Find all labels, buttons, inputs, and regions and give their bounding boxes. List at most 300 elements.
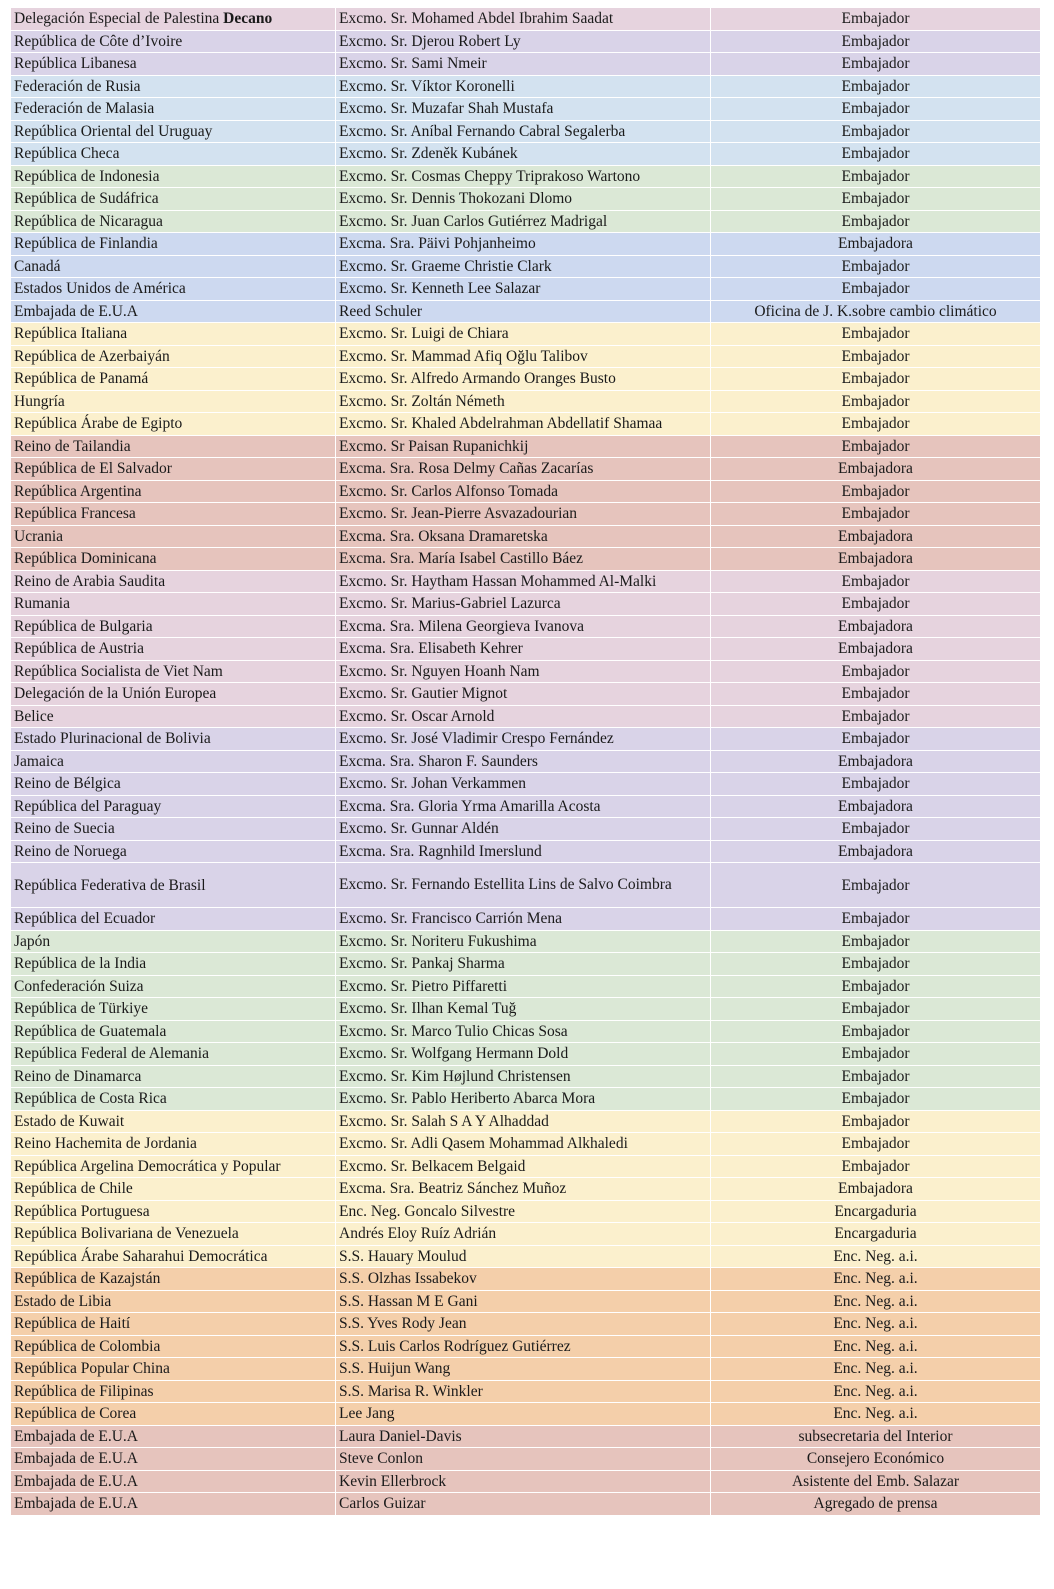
entity-text: Hungría xyxy=(14,392,65,410)
entity-text: República de la India xyxy=(14,955,147,973)
representative-name: Excmo. Sr. Luigi de Chiara xyxy=(336,323,711,346)
entity-text: República Francesa xyxy=(14,505,136,523)
entity-cell xyxy=(11,1493,336,1516)
entity-text: República Dominicana xyxy=(14,550,157,568)
table-row xyxy=(11,278,1041,301)
entity-cell xyxy=(11,1043,336,1066)
entity-cell xyxy=(11,728,336,751)
entity-text: Estados Unidos de América xyxy=(14,280,186,298)
entity-text: República de Filipinas xyxy=(14,1382,154,1400)
representative-name: Excma. Sra. Elisabeth Kehrer xyxy=(336,638,711,661)
representative-role: Embajadora xyxy=(711,233,1041,256)
table-row xyxy=(11,1133,1041,1156)
entity-text: República Libanesa xyxy=(14,55,137,73)
representative-name: Excmo. Sr. Marco Tulio Chicas Sosa xyxy=(336,1020,711,1043)
entity-cell xyxy=(11,1020,336,1043)
entity-text: República de Panamá xyxy=(14,370,149,388)
entity-cell xyxy=(11,368,336,391)
representative-role: subsecretaria del Interior xyxy=(711,1425,1041,1448)
entity-text: República del Paraguay xyxy=(14,797,162,815)
representative-role: Enc. Neg. a.i. xyxy=(711,1403,1041,1426)
representative-name: Excmo. Sr. Fernando Estellita Lins de Salvo Coimbra xyxy=(336,863,711,908)
entity-text: Delegación de la Unión Europea xyxy=(14,685,217,703)
entity-cell xyxy=(11,255,336,278)
entity-cell xyxy=(11,1403,336,1426)
representative-role: Embajador xyxy=(711,323,1041,346)
representative-name: Excma. Sra. María Isabel Castillo Báez xyxy=(336,548,711,571)
representative-name: Excmo. Sr. Djerou Robert Ly xyxy=(336,30,711,53)
entity-cell xyxy=(11,615,336,638)
table-row xyxy=(11,413,1041,436)
representative-role: Embajador xyxy=(711,1043,1041,1066)
representative-role: Embajador xyxy=(711,1110,1041,1133)
representative-role: Agregado de prensa xyxy=(711,1493,1041,1516)
representative-role: Embajadora xyxy=(711,548,1041,571)
representative-role: Encargaduria xyxy=(711,1200,1041,1223)
entity-cell xyxy=(11,593,336,616)
representative-role: Asistente del Emb. Salazar xyxy=(711,1470,1041,1493)
representative-role: Embajador xyxy=(711,435,1041,458)
table-row xyxy=(11,188,1041,211)
table-row xyxy=(11,503,1041,526)
representative-name: Excmo. Sr. Mohamed Abdel Ibrahim Saadat xyxy=(336,8,711,31)
dean-label: Decano xyxy=(223,10,273,28)
entity-text: República de Côte d’Ivoire xyxy=(14,32,183,50)
entity-text: República de Guatemala xyxy=(14,1022,167,1040)
entity-text: República Oriental del Uruguay xyxy=(14,122,213,140)
table-row xyxy=(11,1065,1041,1088)
entity-cell xyxy=(11,98,336,121)
diplomatic-table xyxy=(10,7,1041,1516)
representative-role: Embajador xyxy=(711,188,1041,211)
entity-cell xyxy=(11,1088,336,1111)
entity-text: Reino Hachemita de Jordania xyxy=(14,1135,197,1153)
representative-name: Excma. Sra. Sharon F. Saunders xyxy=(336,750,711,773)
representative-role: Enc. Neg. a.i. xyxy=(711,1268,1041,1291)
entity-cell xyxy=(11,53,336,76)
representative-name: Excma. Sra. Päivi Pohjanheimo xyxy=(336,233,711,256)
entity-text: República de Corea xyxy=(14,1405,137,1423)
table-row xyxy=(11,458,1041,481)
representative-name: Excmo. Sr. Graeme Christie Clark xyxy=(336,255,711,278)
representative-role: Enc. Neg. a.i. xyxy=(711,1358,1041,1381)
table-row xyxy=(11,1110,1041,1133)
table-row xyxy=(11,660,1041,683)
entity-cell xyxy=(11,773,336,796)
table-row xyxy=(11,615,1041,638)
entity-text: Federación de Rusia xyxy=(14,77,141,95)
representative-role: Embajador xyxy=(711,120,1041,143)
representative-role: Embajador xyxy=(711,390,1041,413)
entity-text: República Portuguesa xyxy=(14,1202,150,1220)
entity-cell xyxy=(11,1155,336,1178)
representative-name: Carlos Guizar xyxy=(336,1493,711,1516)
table-row xyxy=(11,255,1041,278)
representative-name: Excmo. Sr. Jean-Pierre Asvazadourian xyxy=(336,503,711,526)
table-row xyxy=(11,1380,1041,1403)
entity-cell xyxy=(11,1380,336,1403)
table-row xyxy=(11,435,1041,458)
representative-name: Excmo. Sr. Adli Qasem Mohammad Alkhaledi xyxy=(336,1133,711,1156)
entity-text: Canadá xyxy=(14,257,61,275)
representative-name: Excmo. Sr. Khaled Abdelrahman Abdellatif Shamaa xyxy=(336,413,711,436)
entity-cell xyxy=(11,998,336,1021)
table-row xyxy=(11,1425,1041,1448)
entity-text: Embajada de E.U.A xyxy=(14,302,138,320)
representative-role: Embajador xyxy=(711,413,1041,436)
table-row xyxy=(11,1470,1041,1493)
representative-role: Embajador xyxy=(711,863,1041,908)
entity-text: República de Indonesia xyxy=(14,167,160,185)
entity-text: Delegación Especial de Palestina xyxy=(14,10,220,28)
representative-role: Embajadora xyxy=(711,615,1041,638)
table-body xyxy=(11,8,1041,1516)
representative-role: Embajador xyxy=(711,345,1041,368)
entity-cell xyxy=(11,548,336,571)
table-row xyxy=(11,998,1041,1021)
representative-role: Embajador xyxy=(711,503,1041,526)
entity-cell xyxy=(11,458,336,481)
table-row xyxy=(11,8,1041,31)
representative-name: Excmo. Sr Paisan Rupanichkij xyxy=(336,435,711,458)
representative-name: Excmo. Sr. Kenneth Lee Salazar xyxy=(336,278,711,301)
representative-role: Embajador xyxy=(711,53,1041,76)
entity-text: República de Haití xyxy=(14,1315,131,1333)
representative-name: Excmo. Sr. José Vladimir Crespo Fernández xyxy=(336,728,711,751)
entity-text: Federación de Malasia xyxy=(14,100,155,118)
table-row xyxy=(11,1088,1041,1111)
representative-name: Excmo. Sr. Salah S A Y Alhaddad xyxy=(336,1110,711,1133)
representative-name: S.S. Huijun Wang xyxy=(336,1358,711,1381)
entity-text: Reino de Tailandia xyxy=(14,437,131,455)
entity-cell xyxy=(11,1313,336,1336)
entity-text: República Checa xyxy=(14,145,120,163)
table-row xyxy=(11,1403,1041,1426)
entity-cell xyxy=(11,660,336,683)
entity-cell xyxy=(11,1133,336,1156)
representative-role: Embajador xyxy=(711,570,1041,593)
entity-cell xyxy=(11,953,336,976)
table-row xyxy=(11,1358,1041,1381)
entity-cell xyxy=(11,1200,336,1223)
table-row xyxy=(11,593,1041,616)
representative-name: Excmo. Sr. Johan Verkammen xyxy=(336,773,711,796)
representative-role: Embajador xyxy=(711,1133,1041,1156)
entity-text: República de Colombia xyxy=(14,1337,161,1355)
entity-cell xyxy=(11,480,336,503)
table-row xyxy=(11,210,1041,233)
representative-name: S.S. Luis Carlos Rodríguez Gutiérrez xyxy=(336,1335,711,1358)
table-row xyxy=(11,75,1041,98)
representative-role: Embajador xyxy=(711,480,1041,503)
table-row xyxy=(11,480,1041,503)
table-row xyxy=(11,750,1041,773)
table-row xyxy=(11,773,1041,796)
entity-text: República Federal de Alemania xyxy=(14,1045,209,1063)
representative-role: Embajador xyxy=(711,1155,1041,1178)
entity-cell xyxy=(11,930,336,953)
representative-name: Excma. Sra. Oksana Dramaretska xyxy=(336,525,711,548)
entity-cell xyxy=(11,1223,336,1246)
entity-cell xyxy=(11,863,336,908)
table-row xyxy=(11,233,1041,256)
representative-role: Embajador xyxy=(711,8,1041,31)
entity-cell xyxy=(11,818,336,841)
entity-cell xyxy=(11,840,336,863)
entity-text: Estado de Libia xyxy=(14,1292,112,1310)
representative-name: Excmo. Sr. Oscar Arnold xyxy=(336,705,711,728)
table-row xyxy=(11,863,1041,908)
entity-text: Embajada de E.U.A xyxy=(14,1427,138,1445)
table-row xyxy=(11,683,1041,706)
representative-name: Reed Schuler xyxy=(336,300,711,323)
representative-role: Enc. Neg. a.i. xyxy=(711,1290,1041,1313)
representative-role: Embajador xyxy=(711,998,1041,1021)
entity-text: Japón xyxy=(14,932,51,950)
entity-text: República Bolivariana de Venezuela xyxy=(14,1225,239,1243)
representative-role: Embajadora xyxy=(711,458,1041,481)
entity-text: República de Finlandia xyxy=(14,235,158,253)
entity-text: República Socialista de Viet Nam xyxy=(14,662,223,680)
representative-role: Embajador xyxy=(711,98,1041,121)
representative-role: Embajador xyxy=(711,1065,1041,1088)
representative-role: Embajadora xyxy=(711,795,1041,818)
representative-name: Excma. Sra. Milena Georgieva Ivanova xyxy=(336,615,711,638)
entity-cell xyxy=(11,1245,336,1268)
representative-role: Embajador xyxy=(711,660,1041,683)
representative-name: Excmo. Sr. Wolfgang Hermann Dold xyxy=(336,1043,711,1066)
entity-cell xyxy=(11,300,336,323)
entity-text: Jamaica xyxy=(14,752,64,770)
entity-text: República de Azerbaiyán xyxy=(14,347,170,365)
entity-cell xyxy=(11,435,336,458)
table-row xyxy=(11,98,1041,121)
entity-text: República del Ecuador xyxy=(14,910,156,928)
representative-role: Embajador xyxy=(711,683,1041,706)
representative-name: Excmo. Sr. Kim Højlund Christensen xyxy=(336,1065,711,1088)
entity-text: República Argentina xyxy=(14,482,142,500)
entity-cell xyxy=(11,570,336,593)
table-row xyxy=(11,1155,1041,1178)
table-row xyxy=(11,1268,1041,1291)
representative-role: Embajador xyxy=(711,143,1041,166)
representative-role: Embajadora xyxy=(711,638,1041,661)
entity-cell xyxy=(11,345,336,368)
entity-cell xyxy=(11,638,336,661)
entity-cell xyxy=(11,503,336,526)
representative-name: Laura Daniel-Davis xyxy=(336,1425,711,1448)
entity-text: República Árabe Saharahui Democrática xyxy=(14,1247,268,1265)
entity-cell xyxy=(11,233,336,256)
table-row xyxy=(11,390,1041,413)
entity-cell xyxy=(11,705,336,728)
entity-cell xyxy=(11,1470,336,1493)
table-row xyxy=(11,143,1041,166)
representative-name: S.S. Yves Rody Jean xyxy=(336,1313,711,1336)
table-row xyxy=(11,1020,1041,1043)
entity-cell xyxy=(11,165,336,188)
entity-text: República de Sudáfrica xyxy=(14,190,159,208)
representative-name: Excma. Sra. Rosa Delmy Cañas Zacarías xyxy=(336,458,711,481)
entity-text: República de Chile xyxy=(14,1180,133,1198)
entity-cell xyxy=(11,1178,336,1201)
entity-text: República Popular China xyxy=(14,1360,170,1378)
entity-cell xyxy=(11,1335,336,1358)
representative-role: Embajador xyxy=(711,818,1041,841)
table-row xyxy=(11,525,1041,548)
entity-cell xyxy=(11,908,336,931)
table-row xyxy=(11,705,1041,728)
representative-name: Excmo. Sr. Muzafar Shah Mustafa xyxy=(336,98,711,121)
representative-role: Embajadora xyxy=(711,525,1041,548)
representative-name: Excmo. Sr. Ilhan Kemal Tuğ xyxy=(336,998,711,1021)
representative-name: Excmo. Sr. Aníbal Fernando Cabral Segalerba xyxy=(336,120,711,143)
table-row xyxy=(11,300,1041,323)
entity-cell xyxy=(11,143,336,166)
entity-text: Reino de Arabia Saudita xyxy=(14,572,166,590)
representative-name: Excmo. Sr. Carlos Alfonso Tomada xyxy=(336,480,711,503)
table-row xyxy=(11,818,1041,841)
entity-cell xyxy=(11,525,336,548)
entity-text: República de Costa Rica xyxy=(14,1090,167,1108)
entity-cell xyxy=(11,1448,336,1471)
representative-role: Oficina de J. K.sobre cambio climático xyxy=(711,300,1041,323)
representative-name: Excma. Sra. Gloria Yrma Amarilla Acosta xyxy=(336,795,711,818)
representative-name: Excmo. Sr. Marius-Gabriel Lazurca xyxy=(336,593,711,616)
entity-text: Reino de Noruega xyxy=(14,842,127,860)
table-row xyxy=(11,1245,1041,1268)
table-row xyxy=(11,975,1041,998)
representative-role: Embajador xyxy=(711,75,1041,98)
representative-name: Excmo. Sr. Pankaj Sharma xyxy=(336,953,711,976)
representative-name: Excma. Sra. Ragnhild Imerslund xyxy=(336,840,711,863)
representative-name: Excmo. Sr. Francisco Carrión Mena xyxy=(336,908,711,931)
entity-cell xyxy=(11,1358,336,1381)
table-row xyxy=(11,1448,1041,1471)
table-row xyxy=(11,1043,1041,1066)
representative-name: Excmo. Sr. Víktor Koronelli xyxy=(336,75,711,98)
representative-role: Embajador xyxy=(711,30,1041,53)
representative-name: S.S. Marisa R. Winkler xyxy=(336,1380,711,1403)
entity-text: Ucrania xyxy=(14,527,64,545)
representative-name: Excmo. Sr. Cosmas Cheppy Triprakoso Wartono xyxy=(336,165,711,188)
representative-name: Excmo. Sr. Belkacem Belgaid xyxy=(336,1155,711,1178)
entity-cell xyxy=(11,188,336,211)
table-row xyxy=(11,795,1041,818)
representative-name: Excmo. Sr. Zdeněk Kubánek xyxy=(336,143,711,166)
representative-name: Excmo. Sr. Zoltán Németh xyxy=(336,390,711,413)
representative-name: Andrés Eloy Ruíz Adrián xyxy=(336,1223,711,1246)
entity-cell xyxy=(11,1290,336,1313)
representative-name: Excmo. Sr. Nguyen Hoanh Nam xyxy=(336,660,711,683)
representative-name: Excmo. Sr. Juan Carlos Gutiérrez Madrigal xyxy=(336,210,711,233)
diplomatic-list xyxy=(10,7,1040,1516)
representative-role: Embajador xyxy=(711,975,1041,998)
representative-role: Enc. Neg. a.i. xyxy=(711,1313,1041,1336)
representative-name: Enc. Neg. Goncalo Silvestre xyxy=(336,1200,711,1223)
entity-text: Estado Plurinacional de Bolivia xyxy=(14,730,211,748)
representative-role: Embajador xyxy=(711,930,1041,953)
table-row xyxy=(11,930,1041,953)
table-row xyxy=(11,368,1041,391)
entity-cell xyxy=(11,1425,336,1448)
representative-name: Lee Jang xyxy=(336,1403,711,1426)
representative-role: Embajadora xyxy=(711,840,1041,863)
entity-cell xyxy=(11,323,336,346)
table-row xyxy=(11,345,1041,368)
entity-cell xyxy=(11,390,336,413)
representative-role: Embajador xyxy=(711,255,1041,278)
representative-name: Excma. Sra. Beatriz Sánchez Muñoz xyxy=(336,1178,711,1201)
representative-name: Excmo. Sr. Pablo Heriberto Abarca Mora xyxy=(336,1088,711,1111)
entity-text: Reino de Suecia xyxy=(14,820,115,838)
table-row xyxy=(11,908,1041,931)
table-row xyxy=(11,548,1041,571)
entity-cell xyxy=(11,683,336,706)
entity-text: República de Türkiye xyxy=(14,1000,149,1018)
entity-text: Reino de Dinamarca xyxy=(14,1067,142,1085)
entity-cell xyxy=(11,278,336,301)
entity-cell xyxy=(11,120,336,143)
entity-text: República Árabe de Egipto xyxy=(14,415,183,433)
table-row xyxy=(11,1313,1041,1336)
representative-role: Embajador xyxy=(711,773,1041,796)
table-row xyxy=(11,1178,1041,1201)
table-row xyxy=(11,728,1041,751)
entity-cell xyxy=(11,795,336,818)
entity-text: Rumania xyxy=(14,595,70,613)
representative-role: Encargaduria xyxy=(711,1223,1041,1246)
entity-text: Embajada de E.U.A xyxy=(14,1450,138,1468)
table-row xyxy=(11,323,1041,346)
entity-text: República de Austria xyxy=(14,640,144,658)
entity-cell xyxy=(11,1268,336,1291)
representative-name: Steve Conlon xyxy=(336,1448,711,1471)
entity-text: República de Kazajstán xyxy=(14,1270,161,1288)
representative-name: S.S. Hassan M E Gani xyxy=(336,1290,711,1313)
entity-text: República de Nicaragua xyxy=(14,212,163,230)
representative-role: Embajador xyxy=(711,908,1041,931)
representative-role: Embajador xyxy=(711,1020,1041,1043)
table-row xyxy=(11,165,1041,188)
representative-name: Excmo. Sr. Gunnar Aldén xyxy=(336,818,711,841)
entity-text: Belice xyxy=(14,707,54,725)
representative-role: Enc. Neg. a.i. xyxy=(711,1380,1041,1403)
entity-text: Confederación Suiza xyxy=(14,977,144,995)
table-row xyxy=(11,840,1041,863)
representative-role: Embajador xyxy=(711,368,1041,391)
entity-cell xyxy=(11,413,336,436)
entity-text: Estado de Kuwait xyxy=(14,1112,125,1130)
representative-name: Kevin Ellerbrock xyxy=(336,1470,711,1493)
entity-cell xyxy=(11,8,336,31)
entity-text: Embajada de E.U.A xyxy=(14,1472,138,1490)
entity-text: República de El Salvador xyxy=(14,460,172,478)
representative-role: Embajador xyxy=(711,728,1041,751)
representative-role: Embajador xyxy=(711,1088,1041,1111)
entity-text: República de Bulgaria xyxy=(14,617,153,635)
representative-name: S.S. Olzhas Issabekov xyxy=(336,1268,711,1291)
table-row xyxy=(11,638,1041,661)
representative-name: S.S. Hauary Moulud xyxy=(336,1245,711,1268)
table-row xyxy=(11,53,1041,76)
representative-name: Excmo. Sr. Noriteru Fukushima xyxy=(336,930,711,953)
representative-name: Excmo. Sr. Alfredo Armando Oranges Busto xyxy=(336,368,711,391)
entity-cell xyxy=(11,30,336,53)
entity-text: Embajada de E.U.A xyxy=(14,1495,138,1513)
representative-role: Enc. Neg. a.i. xyxy=(711,1245,1041,1268)
representative-role: Embajadora xyxy=(711,1178,1041,1201)
